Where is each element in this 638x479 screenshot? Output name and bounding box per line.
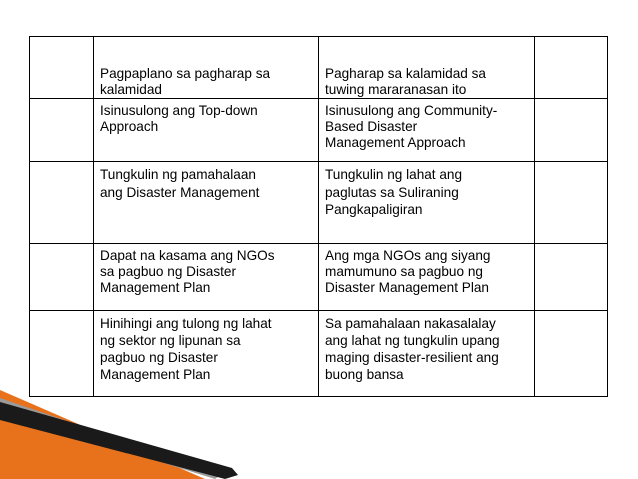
cell-text: Tungkulin ng pamahalaan ang Disaster Management — [100, 167, 260, 200]
table-row — [30, 37, 608, 99]
cell-text: Isinusulong ang Community- Based Disaster Management Approach — [325, 103, 498, 150]
table-row — [30, 311, 608, 397]
cell-text: Pagharap sa kalamidad sa tuwing mararanasan ito — [325, 66, 486, 97]
table-cell — [94, 311, 319, 397]
blank-cell-right — [535, 99, 608, 162]
table-row — [30, 244, 608, 311]
table-cell — [94, 244, 319, 311]
cell-text: Hinihingi ang tulong ng lahat ng sektor ng lipunan sa pagbuo ng Disaster Management Plan — [100, 316, 272, 382]
table-cell — [94, 37, 319, 99]
table-cell — [94, 162, 319, 244]
cell-text: Tungkulin ng lahat ang paglutas sa Suliraning Pangkapaligiran — [325, 167, 463, 217]
table-cell — [319, 99, 535, 162]
table-cell — [319, 37, 535, 99]
blank-cell-right — [535, 244, 608, 311]
cell-text: Sa pamahalaan nakasalalay ang lahat ng tungkulin upang maging disaster-resilient ang buong bansa — [325, 316, 500, 382]
cell-text: Pagpaplano sa pagharap sa kalamidad — [100, 66, 271, 97]
table-row — [30, 99, 608, 162]
blank-cell-right — [535, 311, 608, 397]
blank-cell-left — [30, 311, 94, 397]
corner-swoosh-decoration — [0, 390, 638, 479]
table-row — [30, 162, 608, 244]
cell-text: Dapat na kasama ang NGOs sa pagbuo ng Disaster Management Plan — [100, 248, 275, 295]
blank-cell-left — [30, 99, 94, 162]
cell-text: Ang mga NGOs ang siyang mamumuno sa pagbuo ng Disaster Management Plan — [325, 248, 491, 295]
table-cell — [319, 311, 535, 397]
blank-cell-left — [30, 37, 94, 99]
blank-cell-right — [535, 37, 608, 99]
comparison-table — [29, 36, 608, 397]
blank-cell-right — [535, 162, 608, 244]
table-cell — [319, 162, 535, 244]
blank-cell-left — [30, 244, 94, 311]
cell-text: Isinusulong ang Top-down Approach — [100, 103, 258, 134]
table-cell — [319, 244, 535, 311]
blank-cell-left — [30, 162, 94, 244]
table-cell — [94, 99, 319, 162]
